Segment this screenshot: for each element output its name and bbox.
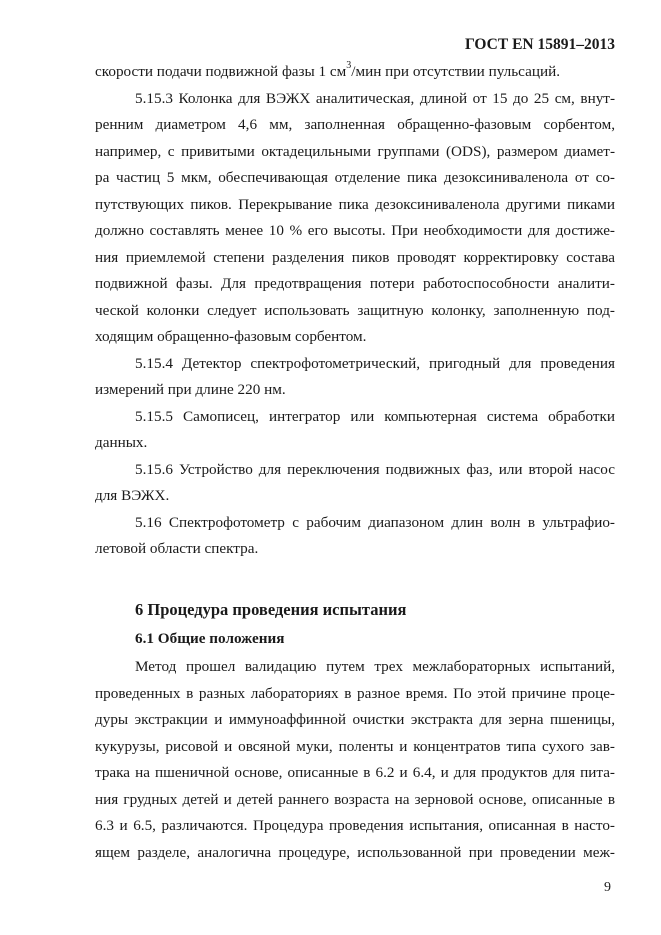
text-line: 6.3 и 6.5, различаются. Процедура проведения испытания, описанная в насто- (95, 817, 615, 834)
text-line: проведенных в разных лабораториях в разное время. По этой причине проце- (95, 685, 615, 702)
text-line: 5.15.4 Детектор спектрофотометрический, пригодный для проведения (135, 355, 615, 372)
text-line: данных. (95, 434, 148, 451)
text-line: 5.15.3 Колонка для ВЭЖХ аналитическая, длиной от 15 до 25 см, внут- (135, 90, 615, 107)
text-line: кукурузы, рисовой и овсяной муки, поленты и концентратов типа сухого зав- (95, 738, 615, 755)
text-line: измерений при длине 220 нм. (95, 381, 286, 398)
text-line: ходящим обращенно-фазовым сорбентом. (95, 328, 367, 345)
superscript: 3 (346, 59, 352, 71)
page-number: 9 (604, 880, 611, 895)
text-line: летовой области спектра. (95, 540, 259, 557)
text-line: Метод прошел валидацию путем трех межлабораторных испытаний, (135, 658, 615, 675)
text-line: путствующих пиков. Перекрывание пика дезоксиниваленола другими пиками (95, 196, 615, 213)
document-header: ГОСТ EN 15891–2013 (464, 36, 615, 53)
text-line: ящем разделе, аналогична процедуре, использованной при проведении меж- (95, 844, 615, 861)
text-line: скорости подачи подвижной фазы 1 $см^3$/мин при отсутствии пульсаций. (95, 59, 561, 80)
text-line: подвижной фазы. Для предотвращения потери работоспособности аналити- (95, 275, 615, 292)
text-line: ния приемлемой степени разделения пиков проводят корректировку состава (95, 249, 615, 266)
subsection-heading: 6.1 Общие положения (135, 630, 285, 647)
text-line: ния грудных детей и детей раннего возраста на зерновой основе, описанные в (95, 791, 615, 808)
text-line: ренним диаметром 4,6 мм, заполненная обращенно-фазовым сорбентом, (95, 116, 615, 133)
text-line: должно составлять менее 10 % его высоты. При необходимости для достиже- (95, 222, 615, 239)
text-line: трака на пшеничной основе, описанные в 6.2 и 6.4, и для продуктов для пита- (95, 764, 615, 781)
text-line: ческой колонки следует использовать защитную колонку, заполненную под- (95, 302, 615, 319)
section-heading: 6 Процедура проведения испытания (135, 600, 407, 619)
text-line: 5.15.6 Устройство для переключения подвижных фаз, или второй насос (135, 461, 615, 478)
text-line: например, с привитыми октадецильными группами (ODS), размером диамет- (95, 143, 615, 160)
text-line: ра частиц 5 мкм, обеспечивающая отделение пика дезоксиниваленола от со- (95, 169, 615, 186)
text-line: 5.15.5 Самописец, интегратор или компьютерная система обработки (135, 408, 615, 425)
text-line: 5.16 Спектрофотометр с рабочим диапазоном длин волн в ультрафио- (135, 514, 615, 531)
text-line: для ВЭЖХ. (95, 487, 170, 504)
text-line: дуры экстракции и иммуноаффинной очистки экстракта для зерна пшеницы, (95, 711, 615, 728)
